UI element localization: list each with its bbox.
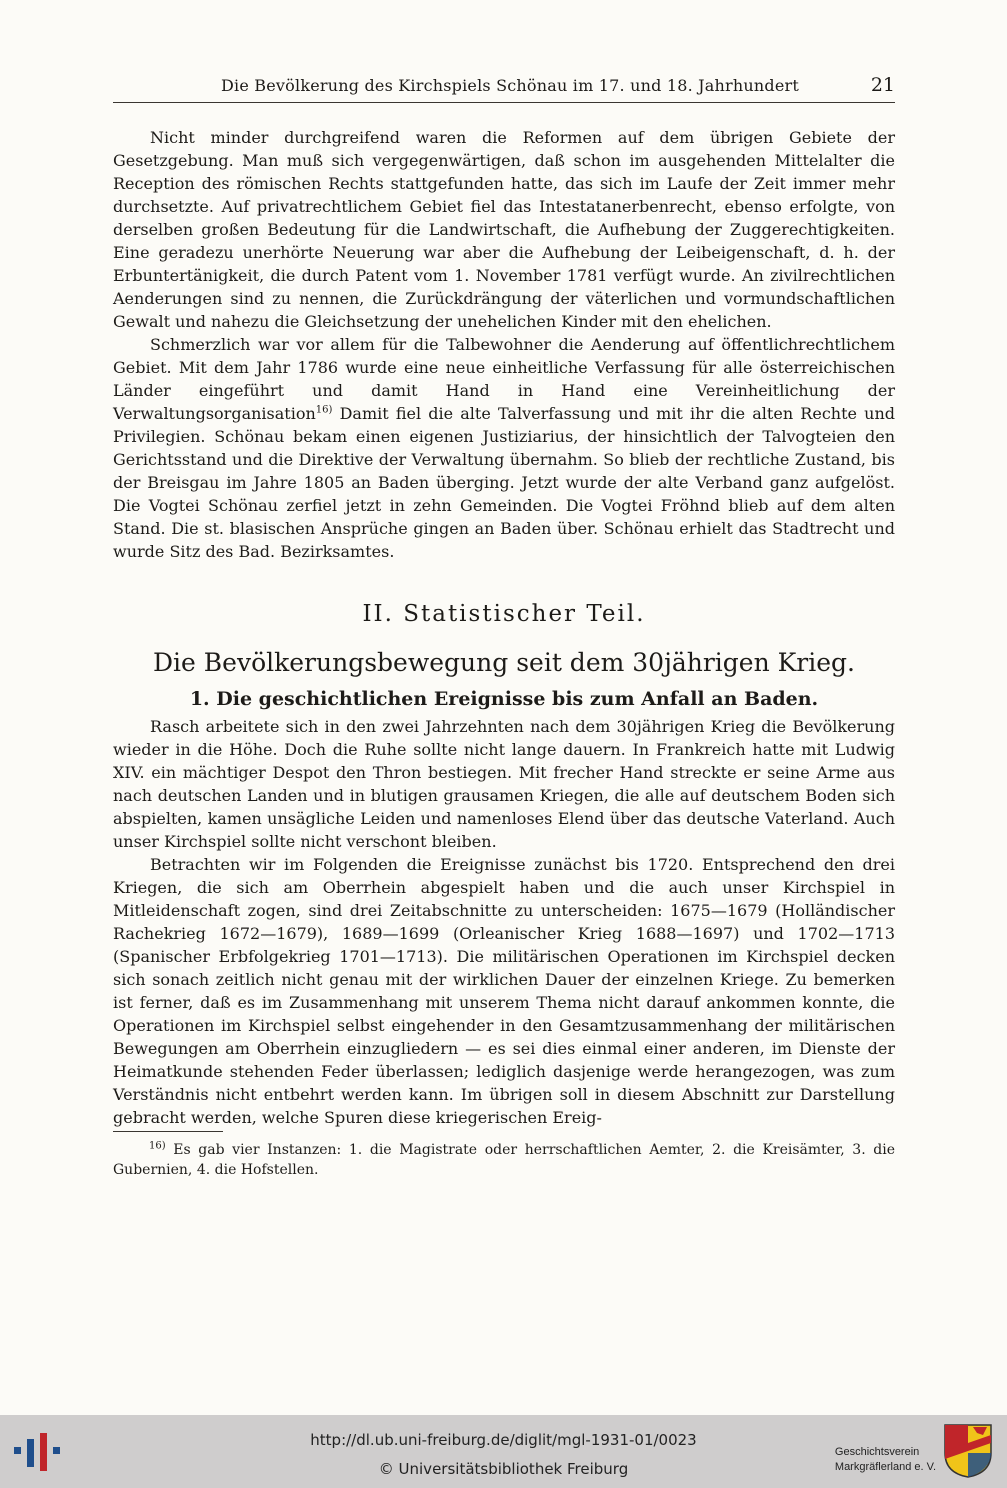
page-number: 21 bbox=[870, 74, 895, 96]
footer-url-link[interactable]: http://dl.ub.uni-freiburg.de/diglit/mgl-1931-01/0023 bbox=[310, 1431, 697, 1449]
footer-bar bbox=[0, 1415, 1007, 1488]
coat-of-arms-icon[interactable] bbox=[943, 1423, 993, 1479]
paragraph-reforms: Nicht minder durchgreifend waren die Reformen auf dem übrigen Gebiete der Gesetzgebung. Man muß sich vergegenwärtigen, daß schon im ausgehenden Mittelalter die Reception des römischen Rechts stattgefunden hatte, das sich im Laufe der Zeit immer mehr durchsetzte. Auf privatrechtlichem Gebiet fiel das Intestatanerbenrecht, ebenso erfolgte, von derselben großen Bedeutung für die Landwirtschaft, die Aufhebung der Zuggerechtigkeiten. Eine geradezu unerhörte Neuerung war aber die Aufhebung der Leibeigenschaft, d. h. der Erbuntertänigkeit, die durch Patent vom 1. November 1781 verfügt wurde. An zivilrechtlichen Aenderungen sind zu nennen, die Zurückdrängung der väterlichen und vormundschaftlichen Gewalt und nahezu die Gleichsetzung der unehelichen Kinder mit den ehelichen. bbox=[113, 128, 895, 331]
part-heading: II. Statistischer Teil. bbox=[362, 601, 646, 627]
paragraph-administration bbox=[113, 333, 895, 563]
running-head bbox=[113, 72, 895, 102]
footnote-text: Es gab vier Instanzen: 1. die Magistrate oder herrschaftlichen Aemter, 2. die Kreisämter, 3. die Gubernien, 4. die Hofstellen. bbox=[113, 1142, 895, 1178]
header-rule bbox=[113, 102, 895, 103]
section-heading: 1. Die geschichtlichen Ereignisse bis zum Anfall an Baden. bbox=[189, 688, 819, 710]
footnote-rule bbox=[113, 1131, 223, 1132]
paragraph-administration-start: Schmerzlich war vor allem für die Talbewohner die Aenderung auf öffentlichrechtlichem Gebiet. Mit dem Jahr 1786 wurde eine neue einheitliche Verfassung für alle österreichischen Länder eingeführt und damit Hand in Hand eine Vereinheitlichung der Verwaltungsorganisation bbox=[113, 335, 895, 423]
footer-copyright: © Universitätsbibliothek Freiburg bbox=[378, 1460, 629, 1478]
page-body bbox=[113, 126, 895, 1180]
paragraph-population-rise: Rasch arbeitete sich in den zwei Jahrzehnten nach dem 30jährigen Krieg die Bevölkerung wieder in die Höhe. Doch die Ruhe sollte nicht lange dauern. In Frankreich hatte mit Ludwig XIV. ein mächtiger Despot den Thron bestiegen. Mit frecher Hand streckte er seine Arme aus nach deutschen Landen und in blutigen grausamen Kriegen, die alle auf deutschem Boden sich abspielten, kamen unsägliche Leiden und namenloses Elend über das deutsche Vaterland. Auch unser Kirchspiel sollte nicht verschont bleiben. bbox=[113, 717, 895, 851]
society-line-2: Markgräflerland e. V. bbox=[834, 1461, 936, 1473]
running-title: Die Bevölkerung des Kirchspiels Schönau im 17. und 18. Jahrhundert bbox=[221, 76, 799, 95]
paragraph-administration-rest: Damit fiel die alte Talverfassung und mit ihr die alten Rechte und Privilegien. Schönau bekam einen eigenen Justiziarius, der hinsichtlich der Talvogteien den Gerichtsstand und die Direktive der Verwaltung übernahm. So blieb der rechtliche Zustand, bis der Breisgau im Jahre 1805 an Baden überging. Jetzt wurde der alte Verband ganz aufgelöst. Die Vogtei Schönau zerfiel jetzt in zehn Gemeinden. Die Vogtei Fröhnd blieb auf dem alten Stand. Die st. blasischen Ansprüche gingen an Baden über. Schönau erhielt das Stadtrecht und wurde Sitz des Bad. Bezirksamtes. bbox=[113, 404, 895, 561]
footnote-marker: 16) bbox=[149, 1140, 166, 1152]
chapter-heading: Die Bevölkerungsbewegung seit dem 30jährigen Krieg. bbox=[153, 648, 855, 677]
footnote-reference[interactable]: 16) bbox=[315, 404, 333, 416]
footnote-16 bbox=[113, 1140, 895, 1180]
society-line-1: Geschichtsverein bbox=[834, 1446, 920, 1458]
society-name[interactable] bbox=[835, 1445, 936, 1475]
paragraph-war-periods: Betrachten wir im Folgenden die Ereignisse zunächst bis 1720. Entsprechend den drei Kriegen, die sich am Oberrhein abgespielt haben und die auch unser Kirchspiel in Mitleidenschaft zogen, sind drei Zeitabschnitte zu unterscheiden: 1675—1679 (Holländischer Rachekrieg 1672—1679), 1689—1699 (Orleanischer Krieg 1688—1697) und 1702—1713 (Spanischer Erbfolgekrieg 1701—1713). Die militärischen Operationen im Kirchspiel decken sich sonach zeitlich nicht genau mit der wirklichen Dauer der einzelnen Kriege. Zu bemerken ist ferner, daß es im Zusammenhang mit unserem Thema nicht darauf ankommen konnte, die Operationen im Kirchspiel selbst eingehender in den Gesamtzusammenhang der militärischen Bewegungen am Oberrhein einzugliedern — es sei dies einmal einer anderen, im Dienste der Heimatkunde stehenden Feder überlassen; lediglich dasjenige werde herangezogen, was zum Verständnis nicht entbehrt werden kann. Im übrigen soll in diesem Abschnitt zur Darstellung gebracht werden, welche Spuren diese kriegerischen Ereig- bbox=[113, 855, 895, 1127]
